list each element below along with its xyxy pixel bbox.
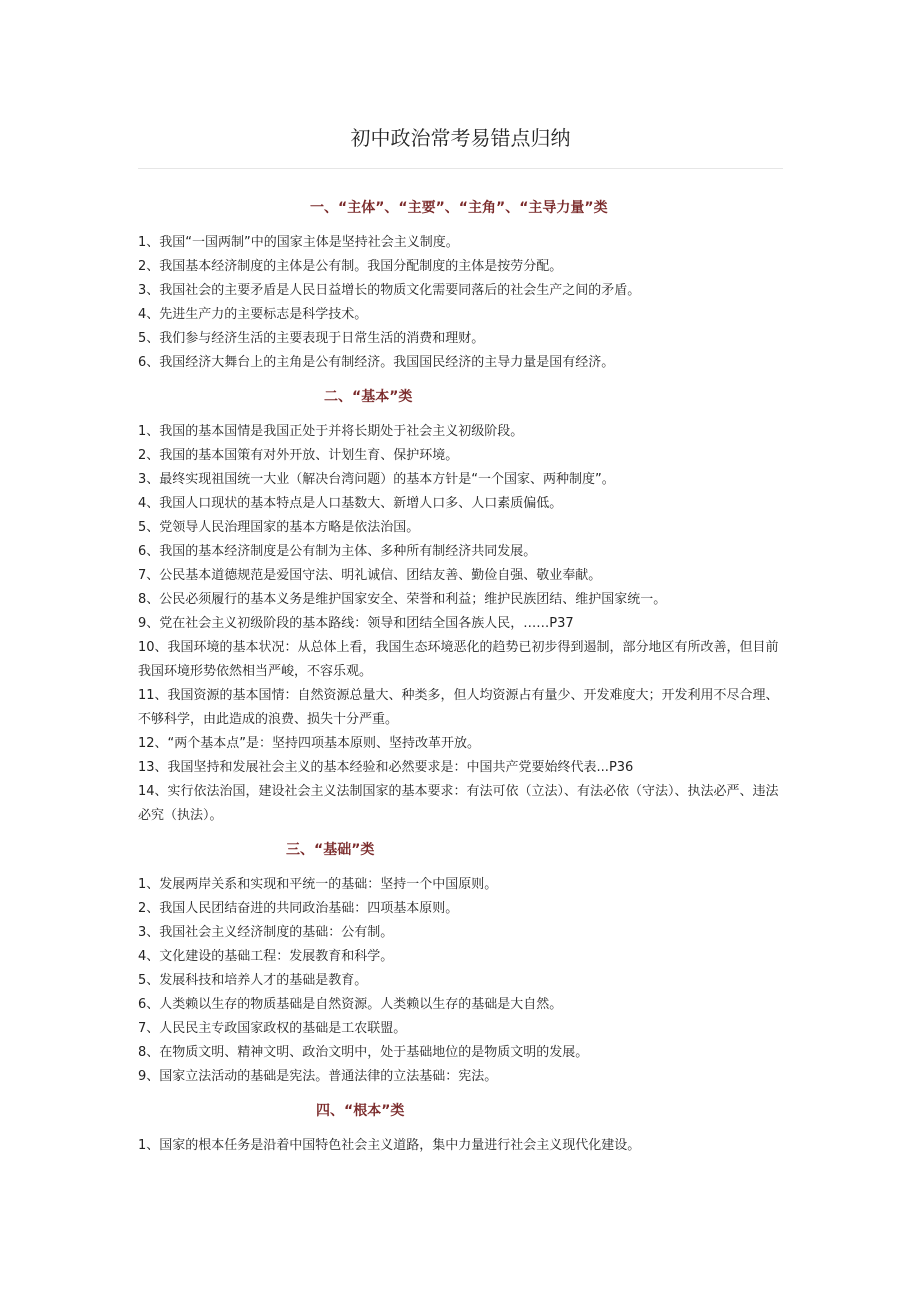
list-item: 3、我国社会主义经济制度的基础：公有制。 [138, 925, 394, 940]
section-list-4 [138, 1134, 783, 1158]
section-list-3 [138, 873, 783, 1089]
section-heading-2: 二、“基本”类 [324, 389, 413, 405]
list-item: 3、我国社会的主要矛盾是人民日益增长的物质文化需要同落后的社会生产之间的矛盾。 [138, 283, 641, 298]
section-heading-3: 三、“基础”类 [286, 842, 375, 858]
list-item: 8、在物质文明、精神文明、政治文明中，处于基础地位的是物质文明的发展。 [138, 1045, 589, 1060]
list-item: 6、我国经济大舞台上的主角是公有制经济。我国国民经济的主导力量是国有经济。 [138, 355, 615, 370]
list-item: 10、我国环境的基本状况：从总体上看，我国生态环境恶化的趋势已初步得到遏制，部分地区有所改善，但目前我国环境形势依然相当严峻，不容乐观。 [138, 640, 779, 679]
list-item: 4、文化建设的基础工程：发展教育和科学。 [138, 949, 394, 964]
list-item: 9、党在社会主义初级阶段的基本路线：领导和团结全国各族人民，……P37 [138, 616, 574, 631]
list-item: 7、公民基本道德规范是爱国守法、明礼诚信、团结友善、勤俭自强、敬业奉献。 [138, 568, 602, 583]
list-item: 9、国家立法活动的基础是宪法。普通法律的立法基础：宪法。 [138, 1069, 498, 1084]
list-item: 5、我们参与经济生活的主要表现于日常生活的消费和理财。 [138, 331, 485, 346]
list-item: 11、我国资源的基本国情：自然资源总量大、种类多，但人均资源占有量少、开发难度大；开发利用不尽合理、不够科学，由此造成的浪费、损失十分严重。 [138, 688, 779, 727]
list-item: 2、我国的基本国策有对外开放、计划生育、保护环境。 [138, 448, 459, 463]
list-item: 1、我国的基本国情是我国正处于并将长期处于社会主义初级阶段。 [138, 424, 524, 439]
list-item: 14、实行依法治国，建设社会主义法制国家的基本要求：有法可依（立法）、有法必依（守法）、执法必严、违法必究（执法）。 [138, 784, 779, 823]
section-heading-4: 四、“根本”类 [316, 1103, 405, 1119]
list-item: 6、人类赖以生存的物质基础是自然资源。人类赖以生存的基础是大自然。 [138, 997, 563, 1012]
list-item: 1、我国“一国两制”中的国家主体是坚持社会主义制度。 [138, 235, 459, 250]
list-item: 1、国家的根本任务是沿着中国特色社会主义道路，集中力量进行社会主义现代化建设。 [138, 1138, 641, 1153]
section-heading-1: 一、“主体”、“主要”、“主角”、“主导力量”类 [310, 200, 608, 216]
list-item: 1、发展两岸关系和实现和平统一的基础：坚持一个中国原则。 [138, 877, 498, 892]
list-item: 5、党领导人民治理国家的基本方略是依法治国。 [138, 520, 420, 535]
list-item: 3、最终实现祖国统一大业（解决台湾问题）的基本方针是“一个国家、两种制度”。 [138, 472, 615, 487]
section-list-2 [138, 420, 783, 828]
list-item: 2、我国人民团结奋进的共同政治基础：四项基本原则。 [138, 901, 459, 916]
document-title: 初中政治常考易错点归纳 [350, 126, 571, 150]
list-item: 7、人民民主专政国家政权的基础是工农联盟。 [138, 1021, 407, 1036]
list-item: 4、我国人口现状的基本特点是人口基数大、新增人口多、人口素质偏低。 [138, 496, 563, 511]
title-divider [138, 168, 783, 169]
list-item: 4、先进生产力的主要标志是科学技术。 [138, 307, 368, 322]
section-list-1 [138, 231, 783, 375]
list-item: 5、发展科技和培养人才的基础是教育。 [138, 973, 368, 988]
list-item: 12、“两个基本点”是：坚持四项基本原则、坚持改革开放。 [138, 736, 481, 751]
list-item: 13、我国坚持和发展社会主义的基本经验和必然要求是：中国共产党要始终代表...P36 [138, 760, 634, 775]
document-page [138, 0, 783, 1158]
list-item: 8、公民必须履行的基本义务是维护国家安全、荣誉和利益；维护民族团结、维护国家统一。 [138, 592, 667, 607]
list-item: 2、我国基本经济制度的主体是公有制。我国分配制度的主体是按劳分配。 [138, 259, 563, 274]
list-item: 6、我国的基本经济制度是公有制为主体、多种所有制经济共同发展。 [138, 544, 537, 559]
